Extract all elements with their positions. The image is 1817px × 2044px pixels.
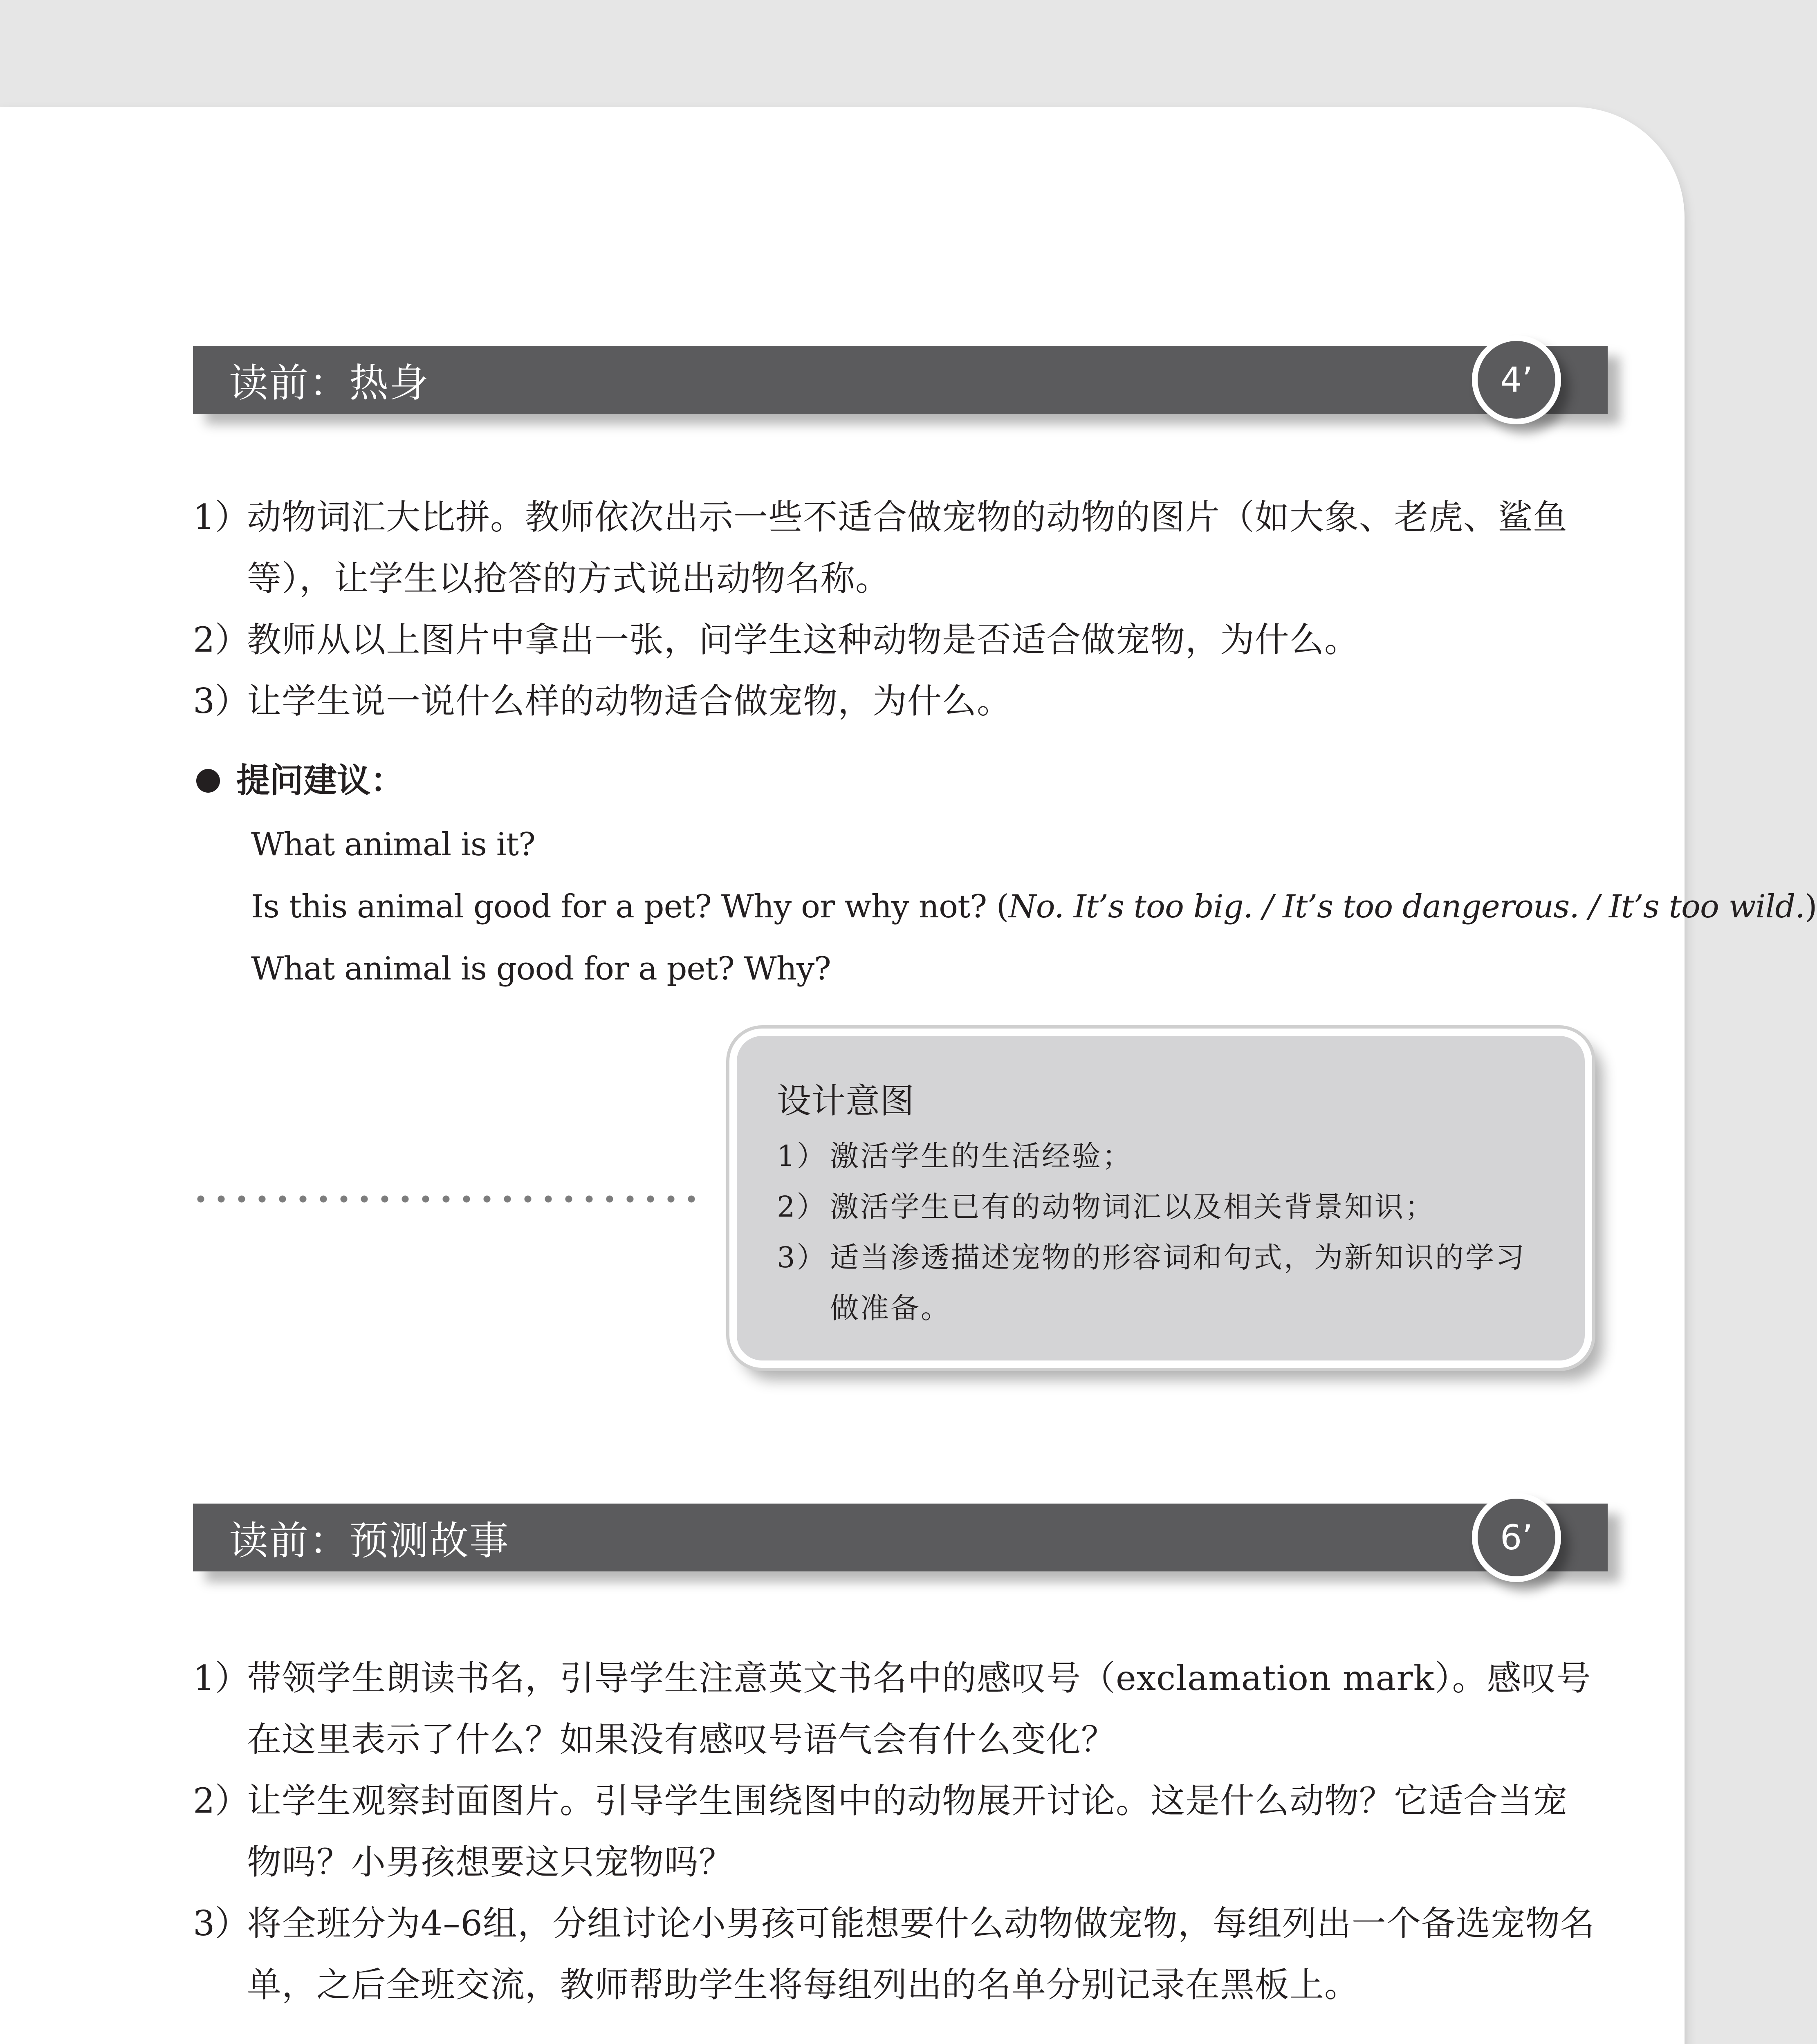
section2-header-bar	[193, 1504, 1608, 1571]
question-with-answer	[251, 876, 1817, 938]
item-number: 1）	[777, 1139, 827, 1173]
tips-label: 提问建议：	[236, 761, 404, 800]
step-text: 将全班分为4–6组，分组讨论小男孩可能想要什么动物做宠物，每组列出一个备选宠物名单，之后全班交流，教师帮助学生将每组列出的名单分别记录在黑板上。	[247, 1903, 1595, 2005]
section1-steps	[193, 486, 1599, 732]
section1-time-badge: 4’	[1472, 335, 1561, 424]
question: What animal is it?	[251, 826, 535, 863]
item-text: 激活学生已有的动物词汇以及相关背景知识；	[830, 1190, 1435, 1224]
step-number: 2）	[193, 620, 249, 660]
step-number: 3）	[193, 1903, 249, 1943]
section1-tips-heading	[196, 756, 404, 805]
sample-answer: No. It’s too big. / It’s too dangerous. / It’s too wild.	[1008, 888, 1805, 925]
section1-step	[193, 486, 1599, 609]
step-number: 1）	[193, 1658, 249, 1698]
section1-step	[193, 670, 1599, 732]
step-number: 1）	[193, 497, 249, 537]
section1-title: 读前：热身	[229, 360, 429, 406]
step-text: 动物词汇大比拼。教师依次出示一些不适合做宠物的动物的图片（如大象、老虎、鲨鱼等），让学生以抢答的方式说出动物名称。	[247, 497, 1568, 598]
section1-step	[193, 609, 1599, 670]
section1-questions	[251, 814, 1817, 1000]
section2-step	[193, 1647, 1599, 1770]
design-intent-title: 设计意图	[777, 1081, 915, 1121]
step-number: 3）	[193, 681, 249, 721]
section2-step	[193, 1770, 1599, 1893]
section2-time-badge: 6’	[1472, 1493, 1561, 1582]
question-text: Is this animal good for a pet? Why or why not? (	[251, 888, 1009, 925]
item-number: 2）	[777, 1190, 827, 1224]
design-intent-box	[729, 1029, 1592, 1368]
section2-tips-heading	[196, 2039, 404, 2044]
dotted-leader	[191, 1193, 702, 1205]
step-text: 带领学生朗读书名，引导学生注意英文书名中的感叹号（exclamation mark）。感叹号在这里表示了什么？如果没有感叹号语气会有什么变化？	[247, 1658, 1591, 1759]
item-text: 激活学生的生活经验；	[830, 1139, 1133, 1173]
design-intent-list	[777, 1131, 1554, 1334]
section1-header-bar	[193, 346, 1608, 414]
step-number: 2）	[193, 1781, 249, 1821]
section2-step	[193, 1893, 1599, 2015]
section2-steps	[193, 1647, 1599, 2015]
step-text: 让学生观察封面图片。引导学生围绕图中的动物展开讨论。这是什么动物？它适合当宠物吗？小男孩想要这只宠物吗？	[247, 1781, 1568, 1882]
item-number: 3）	[777, 1241, 827, 1274]
design-intent-item	[777, 1232, 1554, 1334]
step-text: 教师从以上图片中拿出一张，问学生这种动物是否适合做宠物，为什么。	[247, 620, 1359, 660]
design-intent-item	[777, 1181, 1554, 1232]
step-text: 让学生说一说什么样的动物适合做宠物，为什么。	[247, 681, 1012, 721]
question: What animal is good for a pet? Why?	[251, 950, 831, 987]
tips-label	[236, 2039, 404, 2044]
section2-title: 读前：预测故事	[229, 1517, 509, 1564]
item-text: 适当渗透描述宠物的形容词和句式，为新知识的学习做准备。	[830, 1241, 1526, 1325]
bullet-icon	[196, 769, 220, 793]
closing-paren: )	[1805, 888, 1817, 925]
design-intent-item	[777, 1131, 1554, 1181]
